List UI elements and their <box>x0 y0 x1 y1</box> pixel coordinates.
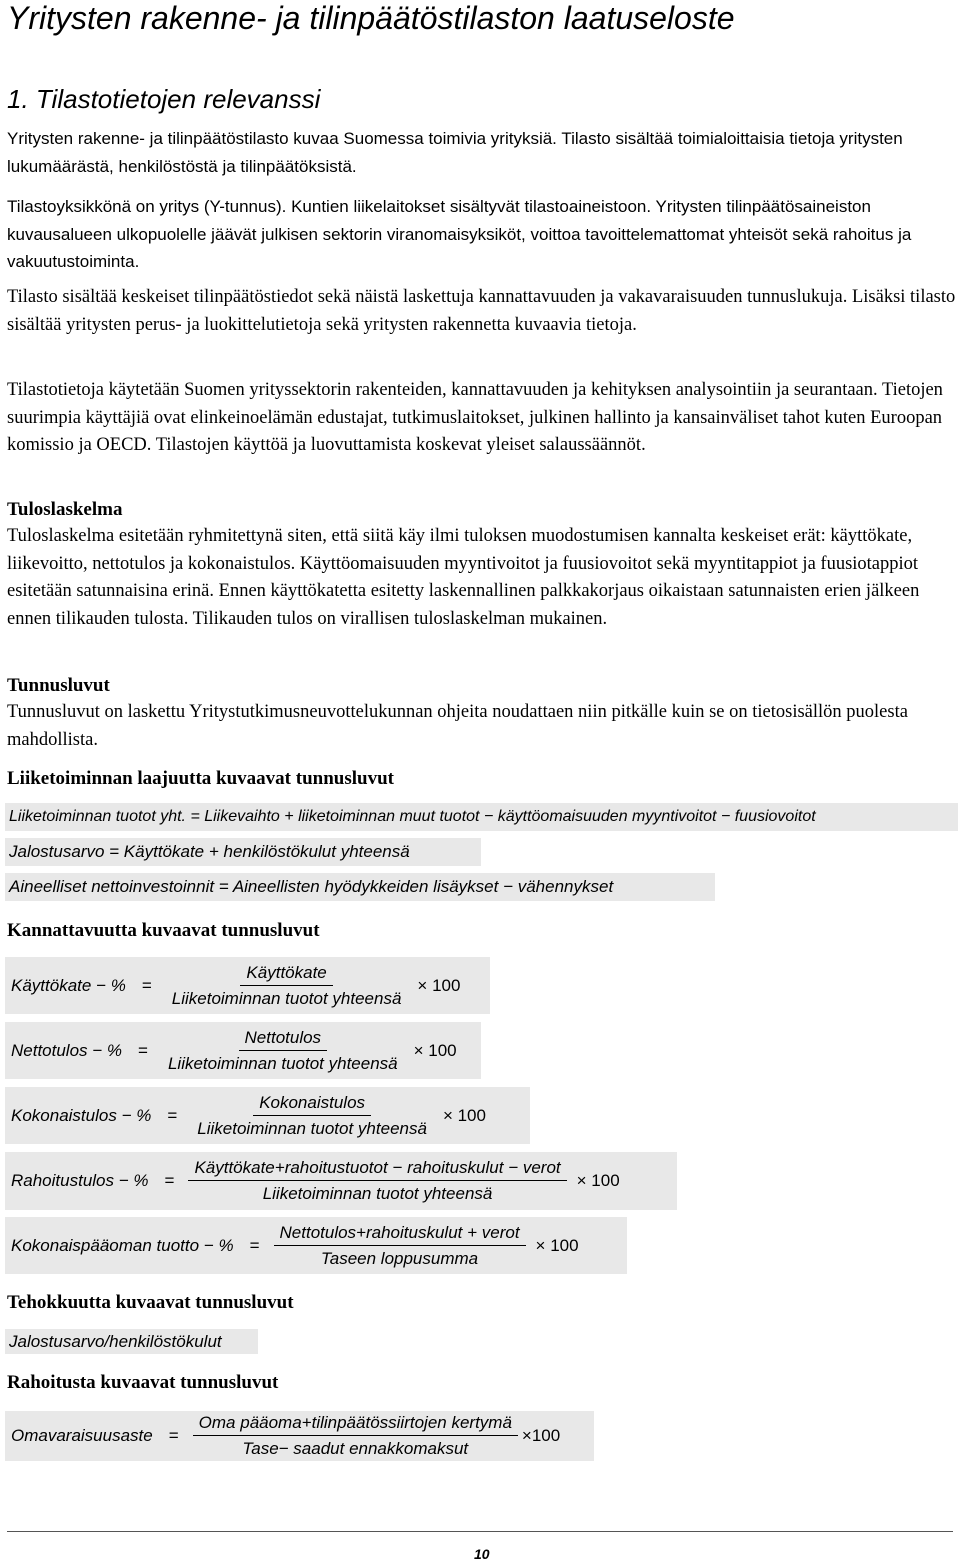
formula-jalostusarvo: Jalostusarvo = Käyttökate + henkilöstökulut yhteensä <box>5 838 481 866</box>
formula-rahoitustulos-pct: Rahoitustulos − % = $\frac{\text{Käyttökate+rahoitustuotot − rahoituskulut − verot}}{\text{Liiketoiminnan tuotot yhteensä}}$ × 100 <box>5 1152 677 1210</box>
formula-jalostusarvo-henkilostokulut: Jalostusarvo/henkilöstökulut <box>5 1329 258 1354</box>
page-number: 10 <box>474 1546 490 1562</box>
formula-kayttokate-pct: Käyttökate − % = $\frac{\text{Käyttökate}}{\text{Liiketoiminnan tuotot yhteensä}}$ × 100 <box>5 957 490 1014</box>
heading-tehokkuus: Tehokkuutta kuvaavat tunnusluvut <box>7 1292 294 1313</box>
heading-rahoitus: Rahoitusta kuvaavat tunnusluvut <box>7 1372 279 1393</box>
paragraph-scope: Yritysten rakenne- ja tilinpäätöstilasto kuvaa Suomessa toimivia yrityksiä. Tilasto sisältää toimialoittaisia tietoja yritysten lukumäärästä, henkilöstöstä ja tilinpäätöksistä. <box>7 129 903 176</box>
heading-kannattavuus: Kannattavuutta kuvaavat tunnusluvut <box>7 920 320 941</box>
heading-tuloslaskelma: Tuloslaskelma <box>7 499 123 520</box>
paragraph-units: Tilastoyksikkönä on yritys (Y-tunnus). Kuntien liikelaitokset sisältyvät tilastoaineistoon. Yritysten tilinpäätösaineiston kuvausalueen ulkopuolelle jäävät julkisen sektorin viranomaisyksiköt, voittoa tavoittelemattomat yhteisöt sekä rahoitus ja vakuutustoiminta. <box>7 197 912 271</box>
heading-tunnusluvut: Tunnusluvut <box>7 675 110 696</box>
formula-nettotulos-pct: Nettotulos − % = $\frac{\text{Nettotulos}}{\text{Liiketoiminnan tuotot yhteensä}}$ × 100 <box>5 1022 481 1079</box>
formula-liiketoiminnan-tuotot: Liiketoiminnan tuotot yht. = Liikevaihto + liiketoiminnan muut tuotot − käyttöomaisuuden myyntivoitot − fuusiovoitot <box>5 803 958 831</box>
formula-nettoinvestoinnit: Aineelliset nettoinvestoinnit = Aineellisten hyödykkeiden lisäykset − vähennykset <box>5 873 715 901</box>
formula-kokonaistulos-pct: Kokonaistulos − % = $\frac{\text{Kokonaistulos}}{\text{Liiketoiminnan tuotot yhteensä}}$ × 100 <box>5 1087 530 1144</box>
heading-laajuus: Liiketoiminnan laajuutta kuvaavat tunnusluvut <box>7 768 394 789</box>
paragraph-tuloslaskelma: Tuloslaskelma esitetään ryhmitettynä siten, että siitä käy ilmi tuloksen muodostumisen kannalta keskeiset erät: käyttökate, liikevoitto, nettotulos ja kokonaistulos. Käyttöomaisuuden myyntivoitot ja fuusiovoitot sekä myyntitappiot ja fuusiotappiot esitetään satunnaisina erinä. Ennen käyttökatetta esitetty laskennallinen palkkakorjaus oikaistaan satunnaisten erien jälkeen ennen tilikauden tulosta. Tilikauden tulos on virallisen tuloslaskelman mukainen. <box>7 526 920 629</box>
document-title: Yritysten rakenne- ja tilinpäätöstilaston laatuseloste <box>7 0 735 36</box>
section-heading: 1. Tilastotietojen relevanssi <box>7 84 321 114</box>
formula-kokonaispaaoman-tuotto-pct: Kokonaispääoman tuotto − % = $\frac{\text{Nettotulos+rahoituskulut + verot}}{\text{Taseen loppusumma}}$ × 100 <box>5 1217 627 1274</box>
paragraph-tunnusluvut: Tunnusluvut on laskettu Yritystutkimusneuvottelukunnan ohjeita noudattaen niin pitkälle kuin se on tietosisällön puolesta mahdollista. <box>7 702 908 750</box>
paragraph-content: Tilasto sisältää keskeiset tilinpäätöstiedot sekä näistä laskettuja kannattavuuden ja vakavaraisuuden tunnuslukuja. Lisäksi tilasto sisältää yritysten perus- ja luokittelutietoja sekä yritysten rakennetta kuvaavia tietoja. <box>7 287 956 335</box>
footer-divider <box>7 1531 953 1532</box>
formula-omavaraisuusaste: Omavaraisuusaste = $\frac{\text{Oma pääoma+tilinpäätössiirtojen kertymä}}{\text{Tase− saadut ennakkomaksut}}$ ×100 <box>5 1411 594 1461</box>
paragraph-users: Tilastotietoja käytetään Suomen yrityssektorin rakenteiden, kannattavuuden ja kehityksen analysointiin ja seurantaan. Tietojen suurimpia käyttäjiä ovat elinkeinoelämän edustajat, tutkimuslaitokset, julkinen hallinto ja kansainväliset tahot kuten Euroopan komissio ja OECD. Tilastojen käyttöä ja luovuttamista koskevat yleiset salaussäännöt. <box>7 380 943 455</box>
